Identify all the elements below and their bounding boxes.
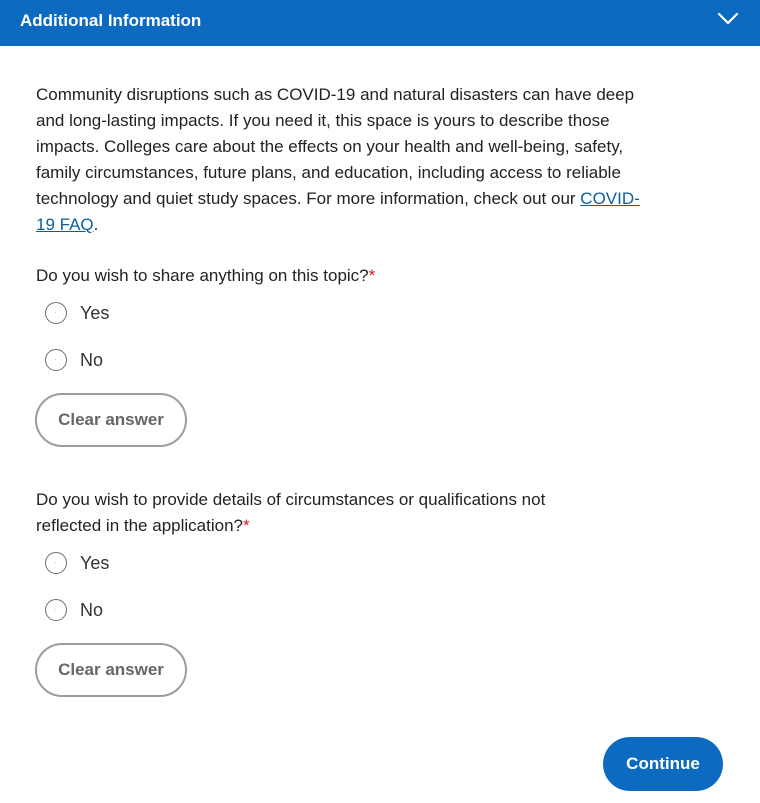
radio-label: No <box>80 349 104 370</box>
section-header[interactable] <box>0 0 760 46</box>
question-1-option-yes[interactable] <box>45 300 109 326</box>
required-marker: * <box>242 516 250 535</box>
radio-label: No <box>80 599 104 620</box>
required-marker: * <box>368 266 376 285</box>
question-2-prompt <box>36 487 596 539</box>
radio-button[interactable] <box>45 349 67 371</box>
radio-button[interactable] <box>45 302 67 324</box>
continue-button[interactable]: Continue <box>603 737 723 791</box>
question-1-option-no[interactable] <box>45 347 103 373</box>
question-2-option-no[interactable] <box>45 597 103 623</box>
chevron-down-icon[interactable] <box>716 9 740 29</box>
question-1-clear-answer-button[interactable]: Clear answer <box>35 393 187 447</box>
radio-label: Yes <box>80 302 110 323</box>
intro-text: Community disruptions such as COVID-19 and natural disasters can have deep and long-lasting impacts. If you need it, this space is yours to describe those impacts. Colleges care about the effects on your health and well-being, safety, family circumstances, future plans, and education, including access to reliable technology and quiet study spaces. For more information, check out our <box>36 85 635 208</box>
radio-button[interactable] <box>45 599 67 621</box>
question-2-text: Do you wish to provide details of circumstances or qualifications not reflected in the application? <box>36 490 546 535</box>
question-2-option-yes[interactable] <box>45 550 109 576</box>
question-2-clear-answer-button[interactable]: Clear answer <box>35 643 187 697</box>
radio-label: Yes <box>80 552 110 573</box>
section-title: Additional Information <box>20 11 202 30</box>
covid-faq-link[interactable]: COVID-19 FAQ <box>36 189 640 234</box>
intro-text-end: . <box>93 215 99 234</box>
question-1-prompt <box>36 263 596 289</box>
intro-paragraph <box>36 82 640 238</box>
radio-button[interactable] <box>45 552 67 574</box>
question-1-text: Do you wish to share anything on this topic? <box>36 266 369 285</box>
